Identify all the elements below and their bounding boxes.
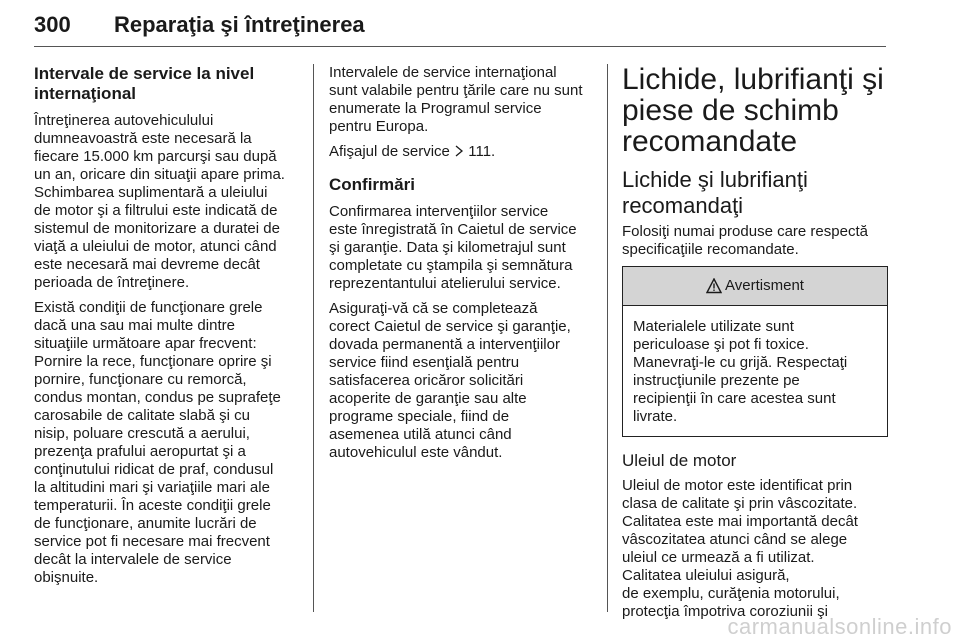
warning-body: Materialele utilizate sunt periculoase şi pot fi toxice. Manevraţi-le cu grijă. Respectaţi instrucţiunile prezente pe recipienţii în care acestea sunt livrate. <box>633 318 848 425</box>
subsection-title-fluids: Lichide şi lubrifianţi recomandaţi <box>622 167 808 218</box>
page-reference-link[interactable]: 111. <box>468 143 496 160</box>
page-reference-icon <box>454 143 464 160</box>
column-3 <box>622 64 888 628</box>
warning-label: Avertisment <box>725 277 804 294</box>
page-number: 300 <box>34 12 71 37</box>
service-display-text: Afişajul de service <box>329 143 450 160</box>
paragraph-service-display <box>329 143 594 161</box>
paragraph-specifications: Folosiţi numai produse care respectă specificaţiile recomandate. <box>622 223 868 258</box>
warning-header <box>623 267 887 306</box>
paragraph-harsh-conditions: Există condiţii de funcţionare grele dacă una sau mai multe dintre situaţiile următoare apar frecvent: Pornire la rece, funcţionare oprire şi pornire, funcţionare cu remorcă, condus montan, condus pe suprafeţe carosabile de calitate slabă şi cu nisip, poluare crescută a aerului, prezenţa prafului aeropurtat şi a conţinutului ridicat de praf, condusul la altitudini mari şi variaţiile mari ale temperaturii. În aceste condiţii grele de funcţionare, anumite lucrări de service pot fi necesare mai frecvent decât la intervalele de service obişnuite. <box>34 299 281 586</box>
watermark: carmanualsonline.info <box>727 614 952 639</box>
paragraph-international-intervals: Intervalele de service internaţional sunt valabile pentru ţările care nu sunt enumerate la Programul service pentru Europa. <box>329 64 583 135</box>
page-header <box>34 4 886 47</box>
paragraph-service-book: Asiguraţi-vă că se completează corect Caietul de service şi garanţie, dovada permanentă a intervenţiilor service fiind esenţială pentru satisfacerea oricăror solicitări acoperite de garanţie sau alte programe speciale, fiind de asemenea utilă atunci când autovehiculul este vândut. <box>329 300 571 461</box>
section-title-fluids: Lichide, lubrifianţi şi piese de schimb recomandate <box>622 63 884 158</box>
paragraph-confirmations: Confirmarea intervenţiilor service este înregistrată în Caietul de service şi garanţie. Data şi kilometrajul sunt completate cu ştampila şi semnătura reprezentantului atelierului service. <box>329 203 577 292</box>
section-heading-engine-oil: Uleiul de motor <box>622 451 737 470</box>
column-1 <box>34 64 294 594</box>
paragraph-maintenance: Întreţinerea autovehiculului dumneavoastră este necesară la fiecare 15.000 km parcurşi sau după un an, oricare din situaţii apare prima. Schimbarea suplimentară a uleiului de motor şi a filtrului este indicată de sistemul de monitorizare a duratei de viaţă a uleiului de motor, atunci când este necesară mai devreme decât perioada de întreţinere. <box>34 112 285 291</box>
warning-triangle-icon <box>706 278 722 294</box>
column-divider-1 <box>313 64 314 612</box>
section-heading-intervals: Intervale de service la nivel internaţional <box>34 64 255 103</box>
warning-box <box>622 266 888 437</box>
paragraph-engine-oil: Uleiul de motor este identificat prin clasa de calitate şi prin vâscozitate. Calitatea este mai importantă decât vâscozitatea atunci când se alege uleiul ce urmează a fi utilizat. Calitatea uleiului asigură, de exemplu, curăţenia motorului, protecţia împotriva coroziunii şi <box>622 477 858 620</box>
column-2 <box>329 64 594 469</box>
chapter-title: Reparaţia şi întreţinerea <box>114 12 365 37</box>
section-heading-confirmations: Confirmări <box>329 175 415 194</box>
column-divider-2 <box>607 64 608 612</box>
